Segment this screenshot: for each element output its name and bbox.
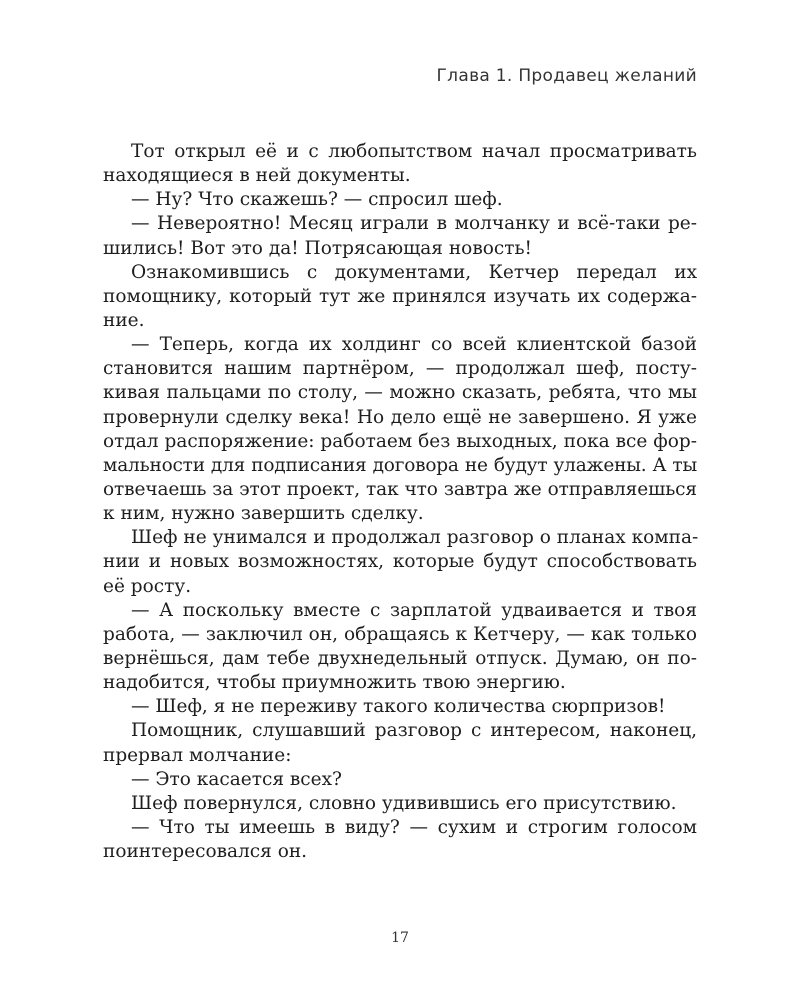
text-line: Тот открыл её и с любопытством начал просматривать: [131, 141, 697, 162]
text-line: поинтересовался он.: [103, 841, 308, 863]
text-line: ние.: [103, 309, 145, 331]
text-line: — Что ты имеешь в виду? — сухим и строгим голосом: [131, 816, 697, 838]
text-line: работа, — заключил он, обращаясь к Кетчеру, — как только: [103, 623, 697, 645]
text-line: Шеф не унимался и продолжал разговор о планах компа-: [131, 527, 699, 549]
text-line: к ним, нужно завершить сделку.: [103, 503, 424, 525]
text-line: становится нашим партнёром, — продолжал шеф, посту-: [103, 358, 697, 380]
text-line: Ознакомившись с документами, Кетчер передал их: [131, 261, 697, 283]
text-line: вернёшься, дам тебе двухнедельный отпуск. Думаю, он по-: [103, 647, 697, 669]
text-line: её росту.: [103, 575, 192, 597]
text-line: Помощник, слушавший разговор с интересом, наконец,: [131, 720, 697, 742]
text-line: находящиеся в ней документы.: [103, 165, 411, 187]
text-line: — Шеф, я не переживу такого количества сюрпризов!: [131, 696, 666, 718]
text-line: надобится, чтобы приумножить твою энергию.: [103, 672, 566, 694]
text-line: — Невероятно! Месяц играли в молчанку и всё-таки ре-: [131, 213, 697, 235]
text-line: прервал молчание:: [103, 744, 292, 766]
text-line: Шеф повернулся, словно удивившись его присутствию.: [131, 792, 677, 814]
text-line: — Ну? Что скажешь? — спросил шеф.: [131, 189, 503, 211]
text-line: провернули сделку века! Но дело ещё не завершено. Я уже: [103, 406, 697, 428]
text-line: отвечаешь за этот проект, так что завтра же отправляешься: [103, 478, 697, 500]
text-line: — Это касается всех?: [131, 768, 342, 790]
text-line: нии и новых возможностях, которые будут способствовать: [103, 551, 697, 573]
running-head: Глава 1. Продавец желаний: [436, 66, 697, 86]
text-line: помощнику, который тут же принялся изучать их содержа-: [103, 285, 697, 307]
text-line: отдал распоряжение: работаем без выходных, пока все фор-: [103, 430, 697, 452]
body-text: [103, 140, 697, 864]
text-line: мальности для подписания договора не будут улажены. А ты: [103, 454, 697, 476]
text-line: — А поскольку вместе с зарплатой удваивается и твоя: [131, 599, 697, 621]
text-line: шились! Вот это да! Потрясающая новость!: [103, 237, 532, 259]
text-line: кивая пальцами по столу, — можно сказать, ребята, что мы: [103, 382, 697, 404]
text-line: — Теперь, когда их холдинг со всей клиентской базой: [131, 334, 697, 356]
page-number: 17: [391, 930, 409, 946]
